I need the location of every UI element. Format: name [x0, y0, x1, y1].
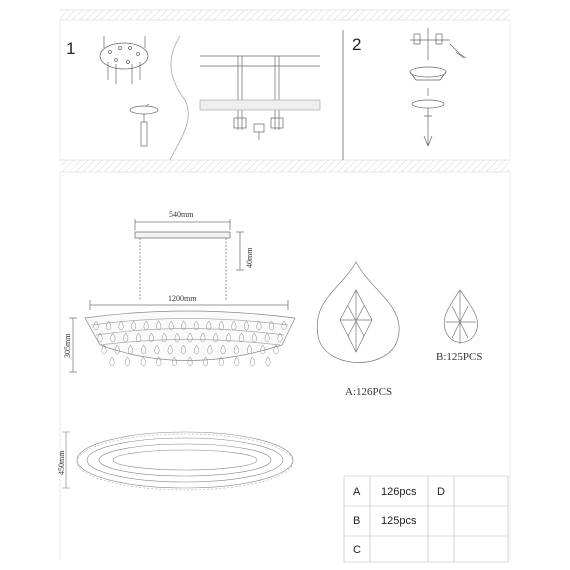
row-a-qty: 126pcs	[381, 486, 417, 498]
crystal-drop	[266, 357, 271, 366]
parts-table	[344, 476, 508, 562]
canopy-width-label: 540mm	[169, 210, 194, 219]
middle-band	[60, 160, 510, 172]
crystal-drop	[125, 357, 130, 366]
row-c-key: C	[353, 544, 361, 556]
parts-table-row-c	[353, 544, 361, 556]
crystal-a-label: A:126PCS	[345, 386, 393, 398]
crystal-b-label: B:125PCS	[436, 351, 483, 363]
parts-table-row-a	[353, 486, 445, 498]
top-band	[60, 10, 510, 20]
step-2-number: 2	[352, 35, 362, 54]
step-2-illustration	[410, 28, 466, 146]
crystal-a-drawing	[317, 262, 399, 363]
parts-table-row-b	[353, 515, 417, 527]
height-label: 305mm	[63, 333, 72, 358]
step-1-illustration	[100, 36, 320, 160]
crystal-drop	[235, 357, 240, 366]
crystal-b-drawing	[444, 290, 477, 344]
row-a-key: A	[353, 486, 361, 498]
crystal-drop	[110, 357, 115, 366]
plan-view	[62, 432, 293, 490]
row-a-key2: D	[437, 486, 445, 498]
canopy-height-label: 40mm	[245, 247, 254, 268]
row-b-key: B	[353, 515, 361, 527]
row-b-qty: 125pcs	[381, 515, 417, 527]
crystal-drop	[141, 357, 146, 366]
crystal-drop	[250, 357, 255, 366]
depth-label: 450mm	[57, 450, 66, 475]
overall-width-label: 1200mm	[168, 294, 197, 303]
step-1-number: 1	[66, 39, 76, 58]
